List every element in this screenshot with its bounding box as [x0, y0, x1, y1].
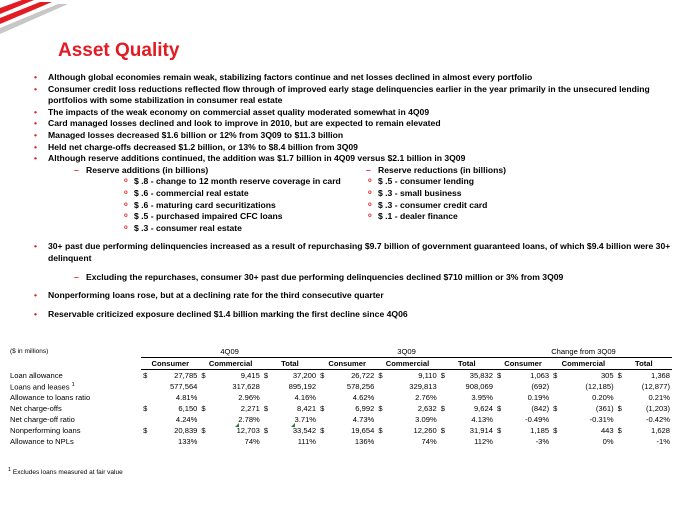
unit-label: ($ in millions) — [10, 348, 49, 356]
bullet-item: • Although reserve additions continued, the addition was $1.7 billion in 4Q09 versus $2.1 billion in 3Q09 — [26, 153, 676, 165]
column-header-consumer: Consumer — [495, 358, 551, 370]
dollar-sign — [141, 392, 149, 403]
table-cell: 12,260 — [413, 426, 437, 435]
table-cell: 1,185 — [530, 426, 550, 435]
table-cell: 37,200 — [292, 371, 317, 380]
table-cell: -0.49% — [525, 415, 550, 424]
reserve-changes — [26, 165, 676, 235]
reserve-addition-item: o $ .6 - commercial real estate — [26, 188, 366, 200]
dollar-sign — [551, 436, 559, 447]
column-header-total: Total — [262, 358, 318, 370]
dollar-sign — [551, 414, 559, 425]
dollar-sign: $ — [553, 404, 558, 413]
row-label — [8, 370, 141, 382]
table-column-header-row — [8, 358, 672, 370]
row-label-text: Loan allowance — [10, 370, 63, 380]
reserve-addition-item: o $ .5 - purchased impaired CFC loans — [26, 211, 366, 223]
table-cell: 329,813 — [409, 382, 437, 391]
dollar-sign: $ — [320, 404, 325, 413]
table-cell: 27,785 — [174, 371, 198, 380]
row-label-text: Net charge-off ratio — [10, 415, 75, 424]
table-cell: (842) — [531, 404, 550, 413]
dollar-sign: $ — [201, 426, 206, 435]
column-header-total: Total — [616, 358, 672, 370]
reserve-reduction-item: o $ .3 - consumer credit card — [366, 200, 506, 212]
table-cell: (12,877) — [641, 382, 670, 391]
row-label — [8, 392, 141, 403]
dollar-sign — [318, 392, 326, 403]
table-row — [8, 392, 672, 403]
group-header-change: Change from 3Q09 — [495, 346, 672, 358]
table-cell: 2.76% — [415, 393, 437, 402]
table-cell: 2.78% — [238, 415, 260, 424]
table-cell: 26,722 — [351, 371, 375, 380]
dollar-sign — [616, 414, 624, 425]
dollar-sign — [495, 436, 503, 447]
table-row — [8, 403, 672, 414]
table-cell: 136% — [354, 437, 375, 446]
table-body — [8, 370, 672, 448]
table-cell: 6,992 — [355, 404, 375, 413]
reserve-addition-item: o $ .3 - consumer real estate — [26, 223, 366, 235]
dollar-sign: $ — [553, 426, 558, 435]
table-cell: 35,832 — [469, 371, 493, 380]
dollar-sign — [199, 414, 207, 425]
dollar-sign: $ — [143, 371, 148, 380]
column-header-commercial: Commercial — [551, 358, 615, 370]
reserve-addition-item: o $ .6 - maturing card securitizations — [26, 200, 366, 212]
table-cell: 33,542 — [292, 426, 317, 435]
group-header-3q09: 3Q09 — [318, 346, 495, 358]
table-row — [8, 436, 672, 447]
dollar-sign: $ — [617, 404, 622, 413]
table-cell: 3.71% — [294, 415, 317, 424]
table-cell: 0% — [602, 437, 614, 446]
bullet-item: • Consumer credit loss reductions reflected flow through of improved early stage delinquencies earlier in the year primarily in the unsecured lending portfolios with some stabilization in consumer real estate — [26, 84, 676, 107]
dollar-sign: $ — [201, 371, 206, 380]
column-header-consumer: Consumer — [141, 358, 199, 370]
table-cell: 0.19% — [527, 393, 550, 402]
table-cell: 3.09% — [415, 415, 437, 424]
dollar-sign: $ — [496, 404, 502, 413]
dollar-sign — [495, 381, 503, 392]
table-cell: 895,192 — [288, 382, 317, 391]
table-cell: 0.21% — [648, 393, 670, 402]
table-cell: 74% — [421, 437, 437, 446]
reserve-additions — [26, 165, 366, 235]
table-cell: 2,271 — [240, 404, 260, 413]
table-cell: -0.42% — [645, 415, 670, 424]
row-label — [8, 436, 141, 447]
table-cell: 4.62% — [352, 393, 375, 402]
dollar-sign — [439, 436, 447, 447]
reserve-addition-item: o $ .8 - change to 12 month reserve coverage in card — [26, 176, 366, 188]
table-cell: 9,110 — [418, 371, 437, 380]
reserve-reduction-item: o $ .3 - small business — [366, 188, 506, 200]
table-cell: -3% — [535, 437, 550, 446]
dollar-sign — [262, 414, 270, 425]
bullet-item: • 30+ past due performing delinquencies increased as a result of repurchasing $9.7 billion of government guaranteed loans, of which $9.4 billion were 30+ delinquent — [26, 241, 676, 264]
dollar-sign — [199, 381, 207, 392]
dollar-sign: $ — [320, 371, 325, 380]
dollar-sign — [376, 392, 384, 403]
dollar-sign: $ — [553, 371, 558, 380]
dollar-sign: $ — [496, 426, 502, 435]
table-cell: 9,624 — [473, 404, 493, 413]
dollar-sign — [495, 392, 503, 403]
dollar-sign — [318, 414, 326, 425]
column-header-consumer: Consumer — [318, 358, 376, 370]
dollar-sign — [199, 436, 207, 447]
dollar-sign — [376, 414, 384, 425]
dollar-sign — [262, 436, 270, 447]
asset-quality-table — [8, 346, 672, 447]
bullet-item: • The impacts of the weak economy on commercial asset quality moderated somewhat in 4Q09 — [26, 107, 676, 119]
reserve-reductions-heading: – Reserve reductions (in billions) — [366, 165, 506, 177]
dollar-sign: $ — [143, 426, 148, 435]
dollar-sign — [616, 381, 624, 392]
table-cell: 578,256 — [346, 382, 375, 391]
bullet-item: • Reservable criticized exposure declined $1.4 billion marking the first decline since 4Q06 — [26, 309, 676, 321]
row-label — [8, 414, 141, 425]
dollar-sign — [141, 381, 149, 392]
page-title: Asset Quality — [58, 40, 180, 61]
table-cell: 4.13% — [471, 415, 493, 424]
table-cell: 19,654 — [351, 426, 375, 435]
table-cell: 4.73% — [352, 415, 375, 424]
table-cell: 4.81% — [175, 393, 198, 402]
corner-brand-graphic — [0, 0, 70, 40]
dollar-sign: $ — [263, 426, 269, 435]
bullet-item: • Although global economies remain weak, stabilizing factors continue and net losses declined in almost every portfolio — [26, 72, 676, 84]
dollar-sign — [551, 392, 559, 403]
dollar-sign: $ — [143, 404, 148, 413]
dollar-sign — [376, 436, 384, 447]
cell-marker-icon — [235, 423, 239, 427]
table-cell: (692) — [531, 382, 550, 391]
reserve-reductions — [366, 165, 506, 235]
table-row — [8, 425, 672, 436]
table-cell: 9,415 — [240, 371, 260, 380]
table-cell: 12,703 — [236, 426, 260, 435]
row-label — [8, 425, 141, 436]
dollar-sign: $ — [263, 404, 269, 413]
dollar-sign: $ — [617, 426, 622, 435]
table-cell: 305 — [600, 371, 614, 380]
dollar-sign: $ — [440, 404, 445, 413]
table-cell: 443 — [600, 426, 614, 435]
dollar-sign — [439, 414, 447, 425]
dollar-sign: $ — [320, 426, 325, 435]
dollar-sign — [318, 381, 326, 392]
dollar-sign — [551, 381, 559, 392]
dollar-sign — [199, 392, 207, 403]
row-label — [8, 381, 141, 392]
footnote-text: Excludes loans measured at fair value — [12, 469, 123, 477]
table-cell: 20,839 — [174, 426, 198, 435]
dollar-sign — [376, 381, 384, 392]
table-cell: (12,185) — [585, 382, 614, 391]
reserve-additions-heading: – Reserve additions (in billions) — [26, 165, 366, 177]
dollar-sign: $ — [378, 404, 383, 413]
dollar-sign — [262, 381, 270, 392]
table-cell: 74% — [244, 437, 260, 446]
table-cell: 6,150 — [178, 404, 198, 413]
dollar-sign: $ — [263, 371, 269, 380]
dollar-sign — [262, 392, 270, 403]
dollar-sign — [439, 392, 447, 403]
dollar-sign: $ — [617, 371, 622, 380]
dollar-sign — [616, 436, 624, 447]
table-cell: 317,628 — [232, 382, 260, 391]
dollar-sign — [141, 436, 149, 447]
dollar-sign: $ — [496, 371, 502, 380]
table-cell: 908,069 — [465, 382, 493, 391]
dollar-sign — [439, 381, 447, 392]
column-header-total: Total — [439, 358, 495, 370]
row-label — [8, 403, 141, 414]
footnote-marker: 1 — [8, 467, 12, 473]
dollar-sign — [616, 392, 624, 403]
table-cell: 4.24% — [175, 415, 198, 424]
dollar-sign: $ — [378, 371, 383, 380]
footnote — [8, 467, 123, 476]
dollar-sign: $ — [378, 426, 383, 435]
table-cell: 1,063 — [530, 371, 550, 380]
table-cell: 112% — [474, 437, 493, 446]
reserve-reduction-item: o $ .5 - consumer lending — [366, 176, 506, 188]
footnote-reference: 1 — [71, 381, 75, 388]
table-cell: 2.96% — [238, 393, 260, 402]
sub-bullet-item: – Excluding the repurchases, consumer 30+ past due performing delinquencies declined $710 million or 3% from 3Q09 — [26, 272, 676, 284]
row-label-text: Nonperforming loans — [10, 426, 81, 435]
table-cell: (361) — [595, 404, 614, 413]
dollar-sign: $ — [440, 371, 445, 380]
row-label-text: Loans and leases — [10, 382, 70, 392]
dollar-sign — [141, 414, 149, 425]
table-cell: 3.95% — [471, 393, 493, 402]
table-cell: 133% — [177, 437, 198, 446]
row-label-text: Allowance to NPLs — [10, 437, 74, 446]
column-header-commercial: Commercial — [199, 358, 261, 370]
bullet-item: • Held net charge-offs decreased $1.2 billion, or 13% to $8.4 billion from 3Q09 — [26, 142, 676, 154]
table-cell: (1,203) — [645, 404, 670, 413]
table-cell: 2,632 — [417, 404, 437, 413]
reserve-reduction-item: o $ .1 - dealer finance — [366, 211, 506, 223]
table-cell: 0.20% — [592, 393, 614, 402]
bullet-item: • Nonperforming loans rose, but at a declining rate for the third consecutive quarter — [26, 290, 676, 302]
table-cell: -0.31% — [589, 415, 614, 424]
table-row — [8, 370, 672, 382]
group-header-4q09: 4Q09 — [141, 346, 318, 358]
table-cell: 8,421 — [297, 404, 317, 413]
table-cell: 1,628 — [650, 426, 670, 435]
table-row — [8, 414, 672, 425]
bullet-item: • Managed losses decreased $1.6 billion or 12% from 3Q09 to $11.3 billion — [26, 130, 676, 142]
dollar-sign — [495, 414, 503, 425]
table-cell: 111% — [297, 437, 317, 446]
dollar-sign: $ — [440, 426, 445, 435]
bullet-list — [26, 72, 676, 320]
table-cell: 577,564 — [169, 382, 198, 391]
column-header-commercial: Commercial — [376, 358, 438, 370]
table-cell: 1,368 — [650, 371, 670, 380]
table-cell: -1% — [656, 437, 670, 446]
table-cell: 4.16% — [294, 393, 317, 402]
dollar-sign — [318, 436, 326, 447]
dollar-sign: $ — [201, 404, 206, 413]
bullet-item: • Card managed losses declined and look to improve in 2010, but are expected to remain elevated — [26, 118, 676, 130]
row-label-text: Allowance to loans ratio — [10, 393, 91, 402]
cell-marker-icon — [291, 423, 295, 427]
table-cell: 31,914 — [469, 426, 493, 435]
row-label-text: Net charge-offs — [10, 404, 62, 413]
table-row — [8, 381, 672, 392]
table-group-header-row — [8, 346, 672, 358]
